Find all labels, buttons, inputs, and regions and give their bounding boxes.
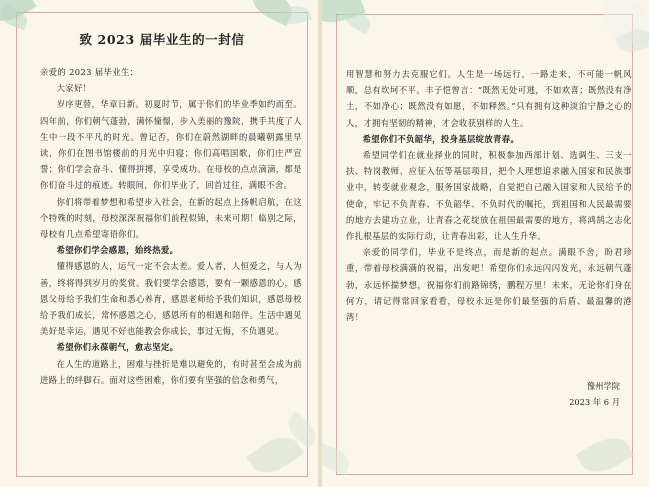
paragraph: 亲爱的同学们，毕业不是终点，而是新的起点。满眼不舍，盼君珍重，带着母校满满的祝福，出发吧！希望你们永远闪闪发光，永远朝气蓬勃，永远怀揣梦想，祝福你们前路锦绣，鹏程万里！未来，无论你们身在何方，请记得常回家看看，母校永远是你们最坚强的后盾、最温馨的港湾！: [346, 247, 632, 323]
section-heading: 希望你们永葆朝气，愈志坚定。: [56, 342, 179, 353]
letter-date: 2023 年 6 月: [569, 397, 620, 407]
hello: 大家好！: [56, 83, 92, 94]
letter-body-left: [40, 64, 302, 388]
letter-body-right: [346, 66, 632, 325]
paragraph: 在人生的道路上，困难与挫折是难以避免的，有时甚至会成为前进路上的绊脚石。面对这些困难，你们要有坚强的信念和勇气，: [40, 358, 302, 385]
signature: 豫州学院: [586, 381, 620, 391]
section-heading: 希望你们学会感恩，始终热爱。: [56, 245, 179, 256]
letter-title: 致 2023 届毕业生的一封信: [79, 32, 245, 47]
signature-block: [500, 378, 620, 410]
paragraph: 希望同学们在就业择业的同时，积极参加西部计划、选调生、三支一扶、特岗教师、应征入伍等基层项目，把个人理想追求融入国家和民族事业中，转变就业观念，服务国家战略，自觉把自己融入国家和人民给予的使命，牢记不负青春、不负韶华、不负时代的嘱托，到祖国和人民最需要的地方去建功立业，让青春之花绽放在祖国最需要的地方，将鸿鹄之志化作扎根基层的实际行动，让青春出彩，让人生升华。: [346, 150, 632, 242]
greeting: 亲爱的 2023 届毕业生：: [40, 67, 139, 77]
paragraph: 懂得感恩的人，运气一定不会太差。爱人者，人恒爱之，与人为善，终将得到岁月的奖赏。我们要学会感恩，要有一颗感恩的心，感恩父母给予我们生命和悉心养育，感恩老师给予我们知识，感恩母校给予我们成长，常怀感恩之心，感恩所有的相遇和陪伴。生活中遇见美好是幸运，遇见不好也能教会你成长，事过无悔，不负遇见。: [40, 261, 302, 337]
paragraph: 你们将带着梦想和希望步入社会，在新的起点上扬帆启航，在这个特殊的时刻，母校深深祝福你们前程似锦，未来可期！临别之际，母校有几点希望寄语你们。: [40, 196, 302, 240]
paragraph: 岁序更替，华章日新。初夏时节，属于你们的毕业季如约而至。四年前，你们朝气蓬勃，满怀憧憬，步入美丽的豫院，携手共度了人生中一段不平凡的时光。曾记否，你们在蔚然湖畔的晨曦朝露里早读，你们在图书馆楼前的月光中归寝；你们高唱国歌，你们庄严宣誓；你们学会奋斗、懂得拼搏，享受成功。在母校的点点滴滴，都是你们奋斗过的痕迹。转眼间，你们毕业了，回首过往，满眼不舍。: [40, 99, 302, 191]
paragraph: 用智慧和努力去克服它们。人生是一场远行，一路走来，不可能一帆风顺，总有坎坷不平。丰子恺曾言：“既然无处可逃，不如欢喜；既然没有净土，不如净心；既然没有如愿，不如释然。”只有拥有这种淡泊宁静之心的人，才拥有坚韧的精神，才会收获别样的人生。: [346, 69, 632, 128]
section-heading: 希望你们不负韶华，投身基层绽放青春。: [362, 133, 520, 144]
